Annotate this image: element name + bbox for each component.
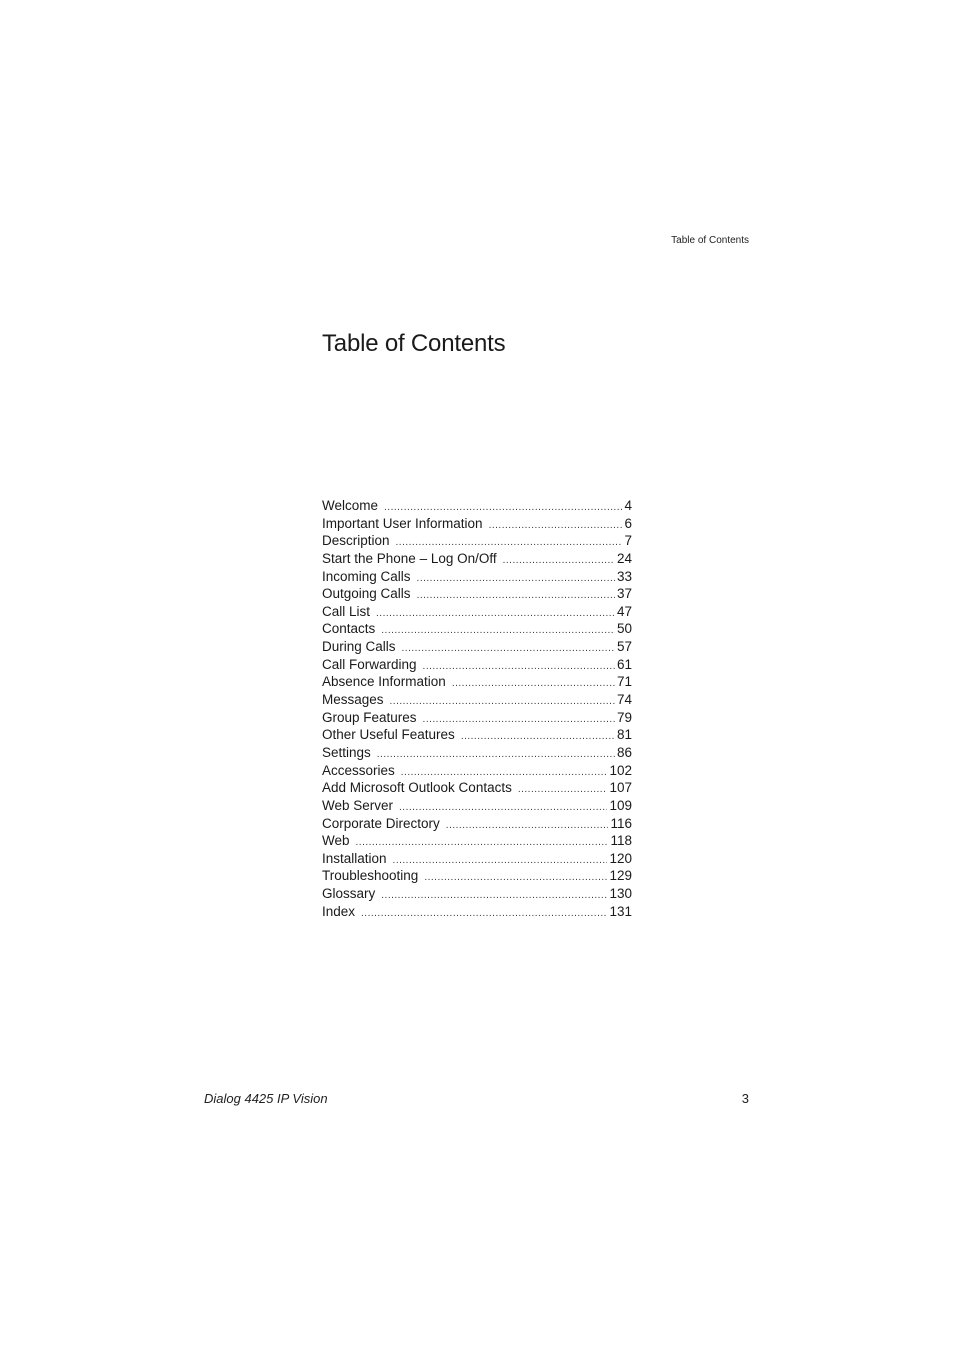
toc-entry-page: 129 (609, 868, 632, 884)
toc-entry-label: Important User Information (322, 515, 483, 531)
toc-entry-contacts[interactable] (322, 620, 632, 638)
toc-dot-leader (424, 869, 607, 887)
toc-entry-description[interactable] (322, 532, 632, 550)
toc-entry-page: 81 (616, 727, 632, 743)
toc-entry-label: During Calls (322, 639, 396, 655)
toc-entry-page: 50 (616, 621, 632, 637)
toc-entry-label: Messages (322, 692, 384, 708)
toc-entry-index[interactable] (322, 903, 632, 921)
toc-dot-leader (461, 728, 615, 746)
toc-entry-page: 71 (616, 674, 632, 690)
toc-entry-page: 7 (624, 533, 632, 549)
running-header: Table of Contents (671, 235, 749, 246)
toc-dot-leader (446, 817, 609, 835)
toc-entry-page: 109 (609, 797, 632, 813)
toc-entry-label: Add Microsoft Outlook Contacts (322, 780, 512, 796)
toc-entry-label: Absence Information (322, 674, 446, 690)
toc-entry-accessories[interactable] (322, 762, 632, 780)
toc-entry-important-user-information[interactable] (322, 515, 632, 533)
toc-entry-welcome[interactable] (322, 497, 632, 515)
toc-entry-label: Installation (322, 850, 387, 866)
toc-dot-leader (377, 746, 615, 764)
toc-entry-page: 107 (609, 780, 632, 796)
footer-document-title: Dialog 4425 IP Vision (204, 1091, 328, 1106)
toc-entry-during-calls[interactable] (322, 638, 632, 656)
toc-dot-leader (393, 852, 608, 870)
toc-dot-leader (356, 834, 609, 852)
toc-entry-start-the-phone[interactable] (322, 550, 632, 568)
toc-entry-page: 6 (624, 515, 632, 531)
toc-entry-web-server[interactable] (322, 797, 632, 815)
toc-entry-label: Call List (322, 603, 371, 619)
toc-entry-page: 61 (616, 656, 632, 672)
toc-dot-leader (417, 587, 615, 605)
toc-entry-page: 37 (616, 586, 632, 602)
toc-entry-corporate-directory[interactable] (322, 815, 632, 833)
toc-entry-page: 118 (610, 833, 632, 849)
toc-entry-label: Description (322, 533, 390, 549)
toc-entry-label: Start the Phone – Log On/Off (322, 550, 497, 566)
toc-entry-settings[interactable] (322, 744, 632, 762)
toc-entry-label: Other Useful Features (322, 727, 455, 743)
toc-entry-label: Call Forwarding (322, 656, 417, 672)
toc-entry-label: Welcome (322, 498, 379, 513)
toc-entry-label: Outgoing Calls (322, 586, 411, 602)
toc-entry-page: 24 (616, 550, 632, 566)
toc-entry-absence-information[interactable] (322, 673, 632, 691)
toc-entry-label: Glossary (322, 886, 376, 902)
toc-entry-label: Web (322, 833, 350, 849)
toc-entry-messages[interactable] (322, 691, 632, 709)
toc-dot-leader (417, 570, 615, 588)
toc-dot-leader (376, 605, 615, 623)
toc-entry-page: 4 (624, 498, 632, 513)
toc-dot-leader (503, 552, 615, 570)
toc-dot-leader (402, 640, 615, 658)
toc-entry-label: Incoming Calls (322, 568, 411, 584)
toc-entry-web[interactable] (322, 832, 632, 850)
toc-dot-leader (489, 517, 623, 535)
toc-dot-leader (361, 905, 607, 923)
footer-page-number: 3 (741, 1091, 749, 1106)
toc-dot-leader (452, 675, 615, 693)
toc-entry-page: 130 (609, 886, 632, 902)
toc-entry-label: Settings (322, 744, 371, 760)
toc-entry-group-features[interactable] (322, 709, 632, 727)
toc-entry-label: Accessories (322, 762, 395, 778)
toc-entry-installation[interactable] (322, 850, 632, 868)
toc-entry-page: 74 (616, 692, 632, 708)
toc-entry-other-useful-features[interactable] (322, 726, 632, 744)
toc-entry-label: Corporate Directory (322, 815, 440, 831)
toc-entry-page: 79 (616, 709, 632, 725)
toc-entry-page: 102 (609, 762, 632, 778)
toc-entry-add-microsoft-outlook-contacts[interactable] (322, 779, 632, 797)
toc-entry-page: 86 (616, 744, 632, 760)
toc-entry-incoming-calls[interactable] (322, 568, 632, 586)
toc-entry-page: 33 (616, 568, 632, 584)
toc-entry-call-list[interactable] (322, 603, 632, 621)
toc-dot-leader (381, 622, 615, 640)
table-of-contents (322, 497, 632, 920)
page-title: Table of Contents (322, 330, 506, 357)
toc-dot-leader (390, 693, 615, 711)
toc-entry-page: 116 (610, 815, 632, 831)
toc-entry-call-forwarding[interactable] (322, 656, 632, 674)
toc-entry-label: Index (322, 903, 356, 919)
toc-entry-troubleshooting[interactable] (322, 867, 632, 885)
toc-dot-leader (381, 887, 607, 905)
toc-entry-page: 131 (609, 903, 632, 919)
toc-dot-leader (518, 781, 608, 799)
toc-entry-glossary[interactable] (322, 885, 632, 903)
toc-entry-label: Contacts (322, 621, 376, 637)
toc-entry-outgoing-calls[interactable] (322, 585, 632, 603)
toc-entry-label: Group Features (322, 709, 417, 725)
toc-entry-page: 120 (609, 850, 632, 866)
toc-entry-page: 57 (616, 639, 632, 655)
toc-entry-label: Web Server (322, 797, 394, 813)
toc-entry-label: Troubleshooting (322, 868, 419, 884)
toc-entry-page: 47 (616, 603, 632, 619)
